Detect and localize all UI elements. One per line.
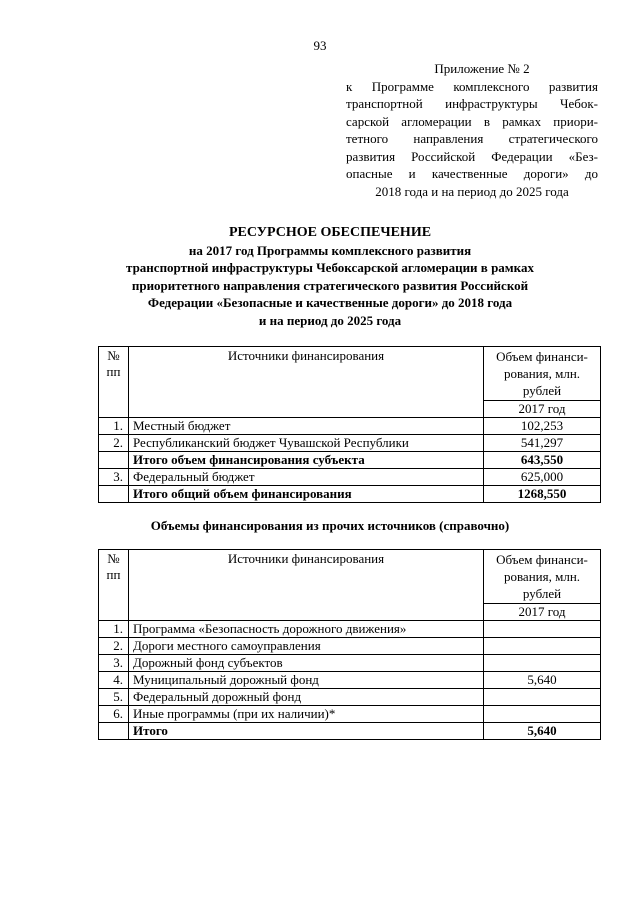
table-row (99, 486, 601, 503)
header-num: № пп (99, 347, 129, 418)
table-row (99, 418, 601, 435)
table-row (99, 689, 601, 706)
heading-line: и на период до 2025 года (258, 312, 402, 328)
row-value: 1268,550 (484, 486, 601, 503)
row-source: Дороги местного самоуправления (129, 638, 484, 655)
row-value: 5,640 (484, 723, 601, 740)
row-num: 3. (99, 655, 129, 672)
row-source: Дорожный фонд субъектов (129, 655, 484, 672)
row-source: Муниципальный дорожный фонд (129, 672, 484, 689)
table-row (99, 638, 601, 655)
row-value: 625,000 (484, 469, 601, 486)
row-num: 6. (99, 706, 129, 723)
appendix-line: транспортной инфраструктуры Чебок- (346, 96, 598, 111)
row-source: Итого общий объем финансирования (129, 486, 484, 503)
row-source: Программа «Безопасность дорожного движения» (129, 621, 484, 638)
appendix-line: опасные и качественные дороги» до (346, 166, 598, 181)
row-value: 643,550 (484, 452, 601, 469)
heading-line: транспортной инфраструктуры Чебоксарской агломерации в рамках (126, 260, 534, 275)
table-row (99, 672, 601, 689)
header-num: № пп (99, 550, 129, 621)
header-year: 2017 год (484, 401, 601, 418)
row-num: 2. (99, 435, 129, 452)
row-num (99, 452, 129, 469)
appendix-title: Приложение № 2 (434, 61, 530, 76)
row-value (484, 638, 601, 655)
row-source: Республиканский бюджет Чувашской Республики (129, 435, 484, 452)
appendix-line: развития Российской Федерации «Без- (346, 148, 598, 164)
row-num: 5. (99, 689, 129, 706)
row-value (484, 621, 601, 638)
row-value: 541,297 (484, 435, 601, 452)
row-source: Иные программы (при их наличии)* (129, 706, 484, 723)
heading-line: Федерации «Безопасные и качественные дороги» до 2018 года (147, 295, 513, 310)
table-header-row (99, 347, 601, 401)
row-value: 102,253 (484, 418, 601, 435)
appendix-body (346, 78, 598, 183)
header-source: Источники финансирования (129, 347, 484, 418)
funding-table (98, 346, 601, 503)
table-row (99, 452, 601, 469)
row-value (484, 655, 601, 672)
table-row (99, 621, 601, 638)
row-source: Итого (129, 723, 484, 740)
header-source: Источники финансирования (129, 550, 484, 621)
other-sources-table (98, 549, 601, 740)
row-num (99, 723, 129, 740)
heading-title: РЕСУРСНОЕ ОБЕСПЕЧЕНИЕ (228, 225, 432, 240)
table-row (99, 655, 601, 672)
heading-line: приоритетного направления стратегического развития Российской (131, 277, 529, 293)
row-value (484, 689, 601, 706)
row-value: 5,640 (484, 672, 601, 689)
header-year: 2017 год (484, 604, 601, 621)
appendix-line: к Программе комплексного развития (346, 78, 598, 94)
table-row (99, 435, 601, 452)
row-num (99, 486, 129, 503)
row-value (484, 706, 601, 723)
table-row (99, 723, 601, 740)
appendix-block (346, 60, 598, 200)
row-source: Итого объем финансирования субъекта (129, 452, 484, 469)
heading-line: на 2017 год Программы комплексного развития (188, 242, 472, 258)
row-num: 1. (99, 621, 129, 638)
table-header-row (99, 550, 601, 604)
row-num: 3. (99, 469, 129, 486)
page-number: 93 (313, 38, 327, 53)
row-source: Федеральный дорожный фонд (129, 689, 484, 706)
appendix-last-line: 2018 года и на период до 2025 года (375, 183, 569, 199)
appendix-line: сарской агломерации в рамках приори- (346, 113, 598, 129)
table-row (99, 706, 601, 723)
row-source: Федеральный бюджет (129, 469, 484, 486)
header-volume: Объем финанси- рования, млн. рублей (484, 550, 601, 604)
row-num: 1. (99, 418, 129, 435)
document-heading (80, 224, 580, 329)
appendix-line: тетного направления стратегического (346, 131, 598, 146)
row-source: Местный бюджет (129, 418, 484, 435)
row-num: 2. (99, 638, 129, 655)
header-volume: Объем финанси- рования, млн. рублей (484, 347, 601, 401)
table-row (99, 469, 601, 486)
row-num: 4. (99, 672, 129, 689)
subheading: Объемы финансирования из прочих источников (справочно) (150, 518, 510, 533)
